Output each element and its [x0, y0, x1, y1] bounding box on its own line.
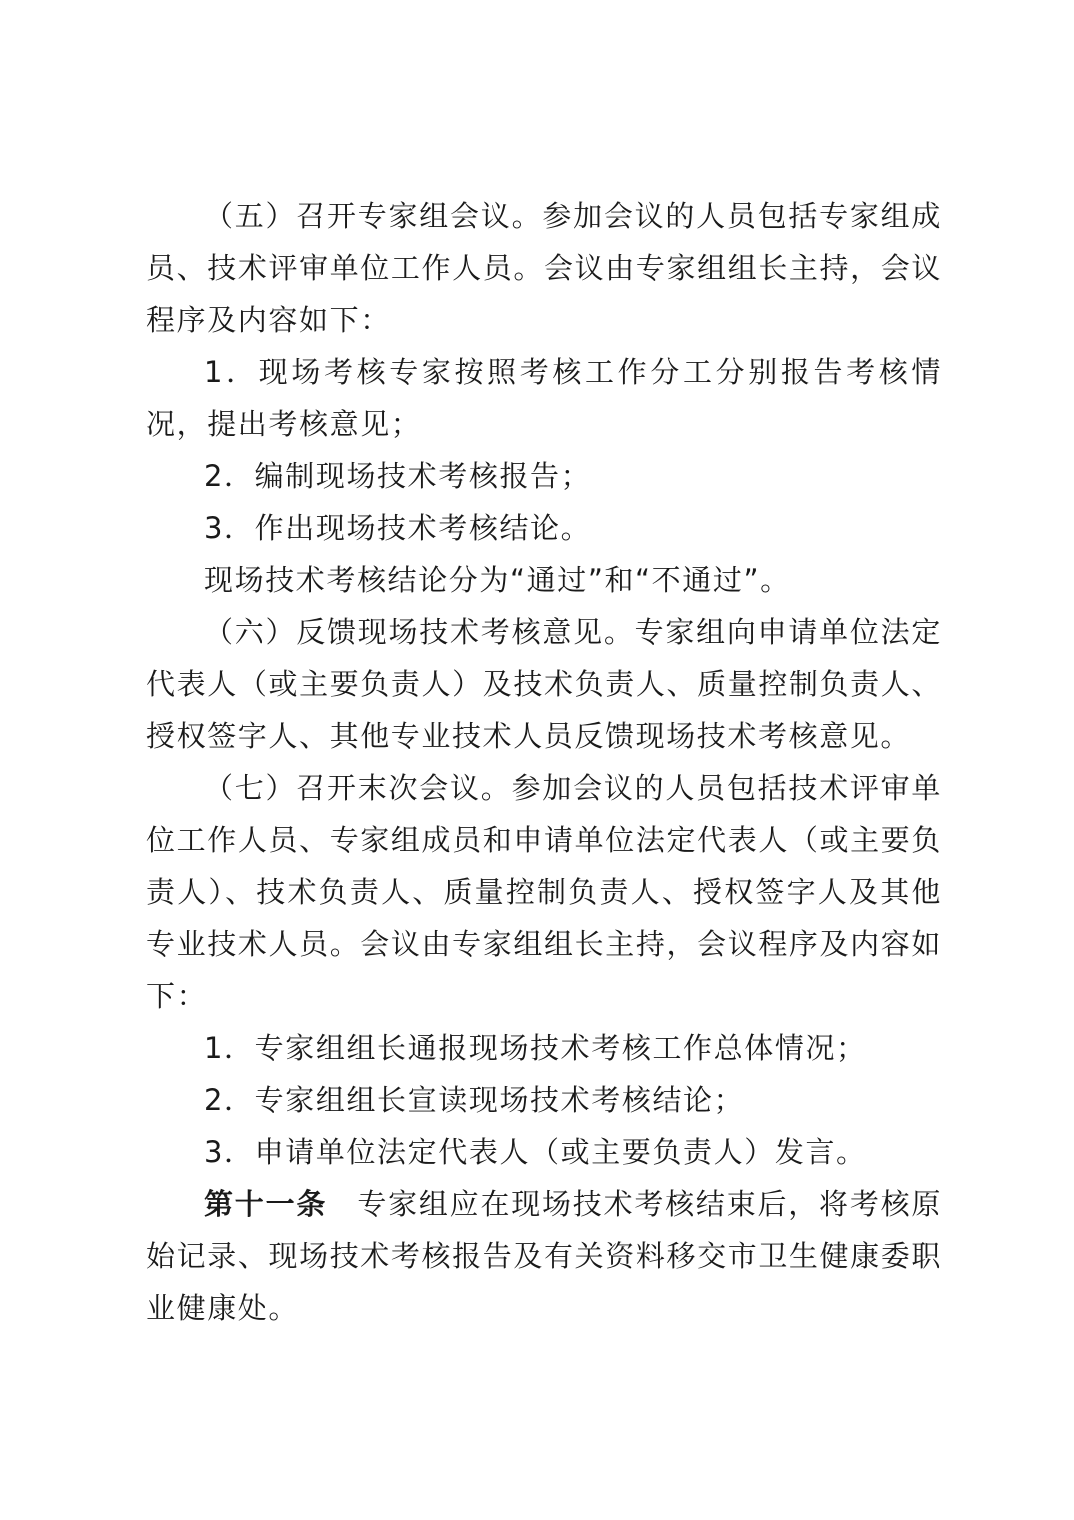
- list-item-3: [146, 1126, 942, 1178]
- article-label: 第十一条: [204, 1187, 328, 1221]
- paragraph-item-6: [146, 606, 942, 762]
- list-item-2: [146, 1074, 942, 1126]
- paragraph-text: （六）反馈现场技术考核意见。专家组向申请单位法定代表人（或主要负责人）及技术负责人、质量控制负责人、授权签字人、其他专业技术人员反馈现场技术考核意见。: [146, 615, 942, 753]
- list-item-2: [146, 450, 942, 502]
- document-body: [146, 190, 942, 1334]
- list-item-3: [146, 502, 942, 554]
- conclusion-note: [146, 554, 942, 606]
- paragraph-text: 1．专家组组长通报现场技术考核工作总体情况；: [204, 1031, 867, 1065]
- paragraph-item-7: [146, 762, 942, 1022]
- list-item-1: [146, 1022, 942, 1074]
- paragraph-text: （五）召开专家组会议。参加会议的人员包括专家组成员、技术评审单位工作人员。会议由专家组组长主持，会议程序及内容如下：: [146, 199, 942, 337]
- paragraph-text: 专家组应在现场技术考核结束后，将考核原始记录、现场技术考核报告及有关资料移交市卫生健康委职业健康处。: [146, 1187, 943, 1325]
- paragraph-text: 2．专家组组长宣读现场技术考核结论；: [204, 1083, 745, 1117]
- paragraph-text: 1．现场考核专家按照考核工作分工分别报告考核情况，提出考核意见；: [146, 355, 942, 441]
- paragraph-text: （七）召开末次会议。参加会议的人员包括技术评审单位工作人员、专家组成员和申请单位法定代表人（或主要负责人）、技术负责人、质量控制负责人、授权签字人及其他专业技术人员。会议由专家组组长主持，会议程序及内容如下：: [146, 771, 942, 1013]
- paragraph-item-5: [146, 190, 942, 346]
- list-item-1: [146, 346, 942, 450]
- paragraph-text: 2．编制现场技术考核报告；: [204, 459, 592, 493]
- paragraph-text: 3．申请单位法定代表人（或主要负责人）发言。: [204, 1135, 867, 1169]
- article-11: [146, 1178, 942, 1334]
- paragraph-text: 3．作出现场技术考核结论。: [204, 511, 592, 545]
- paragraph-text: 现场技术考核结论分为“通过”和“不通过”。: [204, 563, 791, 597]
